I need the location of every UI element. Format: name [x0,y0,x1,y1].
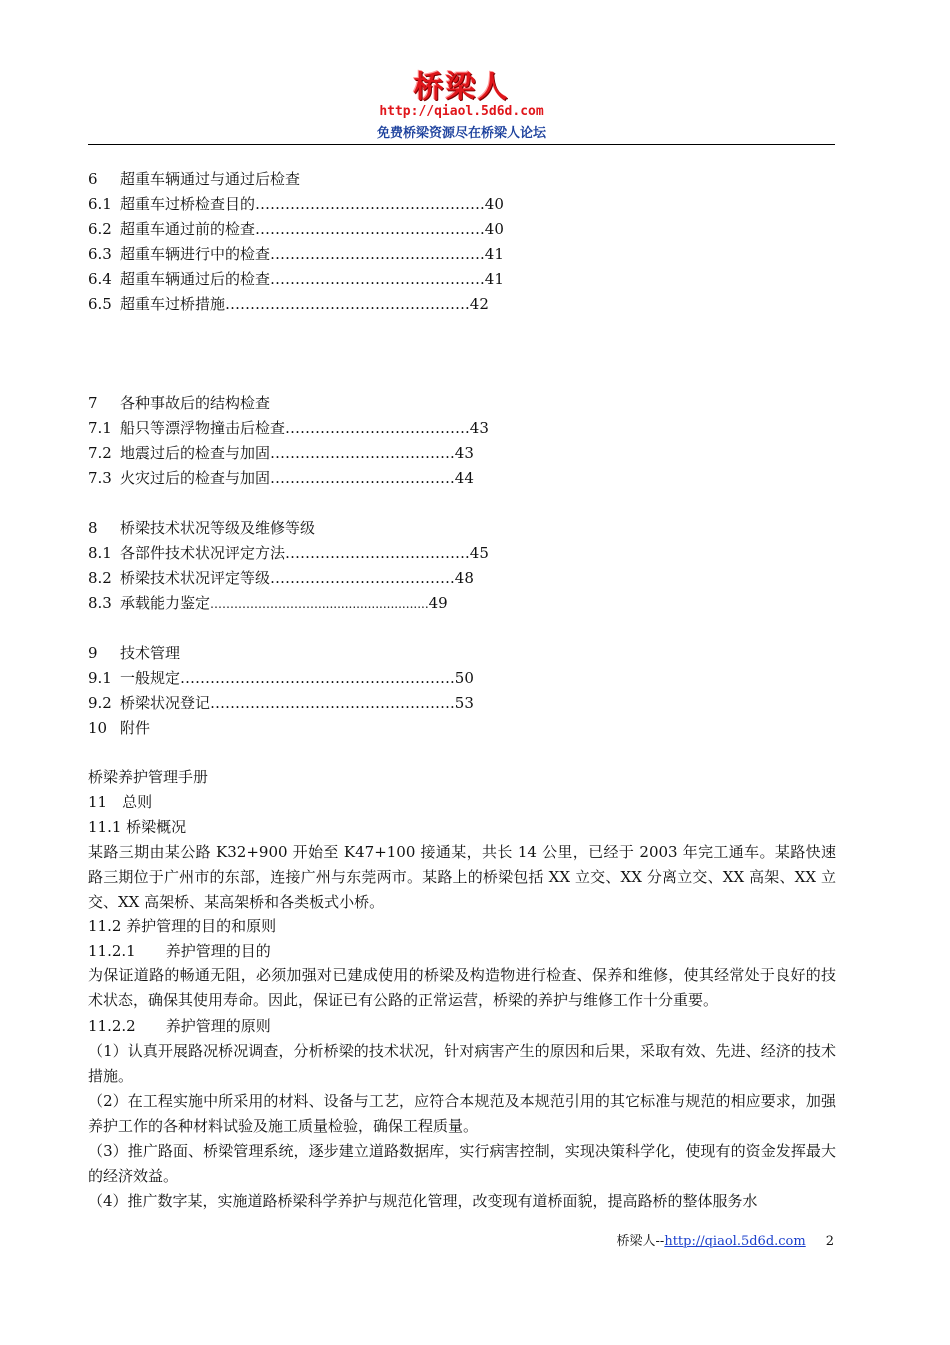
toc-item: 8 桥梁技术状况等级及维修等级 [88,519,316,537]
section-heading: 11.1 桥梁概况 [88,818,187,836]
toc-item: 10 附件 [88,719,151,737]
toc-item: 6.4 超重车辆通过后的检查…………………………………….41 [88,270,504,288]
section-heading: 11.2.2 养护管理的原则 [88,1017,271,1035]
toc-item: 6.3 超重车辆进行中的检查…………………………………….41 [88,245,504,263]
paragraph-purpose: 为保证道路的畅通无阻，必须加强对已建成使用的桥梁及构造物进行检查、保养和维修，使其经常处于良好的技术状态，确保其使用寿命。因此，保证已有公路的正常运营，桥梁的养护与维修工作十分重要。 [88,966,836,1009]
paragraph-rule-4: （4）推广数字某，实施道路桥梁科学养护与规范化管理，改变现有道桥面貌，提高路桥的整体服务水 [88,1192,758,1210]
toc-item: 7 各种事故后的结构检查 [88,394,271,412]
toc-item: 8.2 桥梁技术状况评定等级……………………………….48 [88,569,474,587]
paragraph-rule-3: （3）推广路面、桥梁管理系统，逐步建立道路数据库，实行病害控制，实现决策科学化，使现有的资金发挥最大的经济效益。 [88,1142,836,1185]
toc-item: 6.1 超重车过桥检查目的……………………………………….40 [88,195,504,213]
section-heading: 11.2.1 养护管理的目的 [88,942,271,960]
toc-item: 6.5 超重车过桥措施………………………………………….42 [88,295,489,313]
toc-item: 7.1 船只等漂浮物撞击后检查……………………………….43 [88,419,489,437]
logo-url: http://qiaol.5d6d.com [379,104,544,119]
toc-item: 9.1 一般规定……………………………………………….50 [88,669,474,687]
footer-link[interactable]: http://qiaol.5d6d.com [664,1234,806,1249]
page-header [88,60,835,145]
toc-item: 8.3 承载能力鉴定……………………….............................49 [88,594,448,612]
toc-item: 9.2 桥梁状况登记………………………………………….53 [88,694,474,712]
toc-item: 9 技术管理 [88,644,181,662]
document-title: 桥梁养护管理手册 [88,768,209,786]
toc-item: 6 超重车辆通过与通过后检查 [88,170,301,188]
paragraph-overview: 某路三期由某公路 K32+900 开始至 K47+100 接通某，共长 14 公里，已经于 2003 年完工通车。某路快速路三期位于广州市的东部，连接广州与东莞两市。某路上的桥梁包括 XX 立交、XX 分离立交、XX 高架、XX 立交、XX 高架桥、某高架桥和各类板式小桥。 [88,843,836,911]
toc-item: 6.2 超重车通过前的检查……………………………………….40 [88,220,504,238]
paragraph-rule-2: （2）在工程实施中所采用的材料、设备与工艺，应符合本规范及本规范引用的其它标准与规范的相应要求，加强养护工作的各种材料试验及施工质量检验，确保工程质量。 [88,1092,836,1135]
page-number: 2 [825,1234,834,1249]
toc-item: 8.1 各部件技术状况评定方法……………………………….45 [88,544,489,562]
toc-item: 7.2 地震过后的检查与加固……………………………….43 [88,444,474,462]
footer-site-label: 桥梁人-- [616,1234,665,1249]
section-heading: 11.2 养护管理的目的和原则 [88,917,277,935]
site-logo: 桥梁人 [413,70,510,105]
toc-item: 7.3 火灾过后的检查与加固……………………………….44 [88,469,474,487]
section-heading: 11 总则 [88,793,153,811]
logo-slogan: 免费桥梁资源尽在桥梁人论坛 [376,126,546,141]
paragraph-rule-1: （1）认真开展路况桥况调查，分析桥梁的技术状况，针对病害产生的原因和后果，采取有效、先进、经济的技术措施。 [88,1042,836,1085]
page-footer [617,1230,834,1249]
